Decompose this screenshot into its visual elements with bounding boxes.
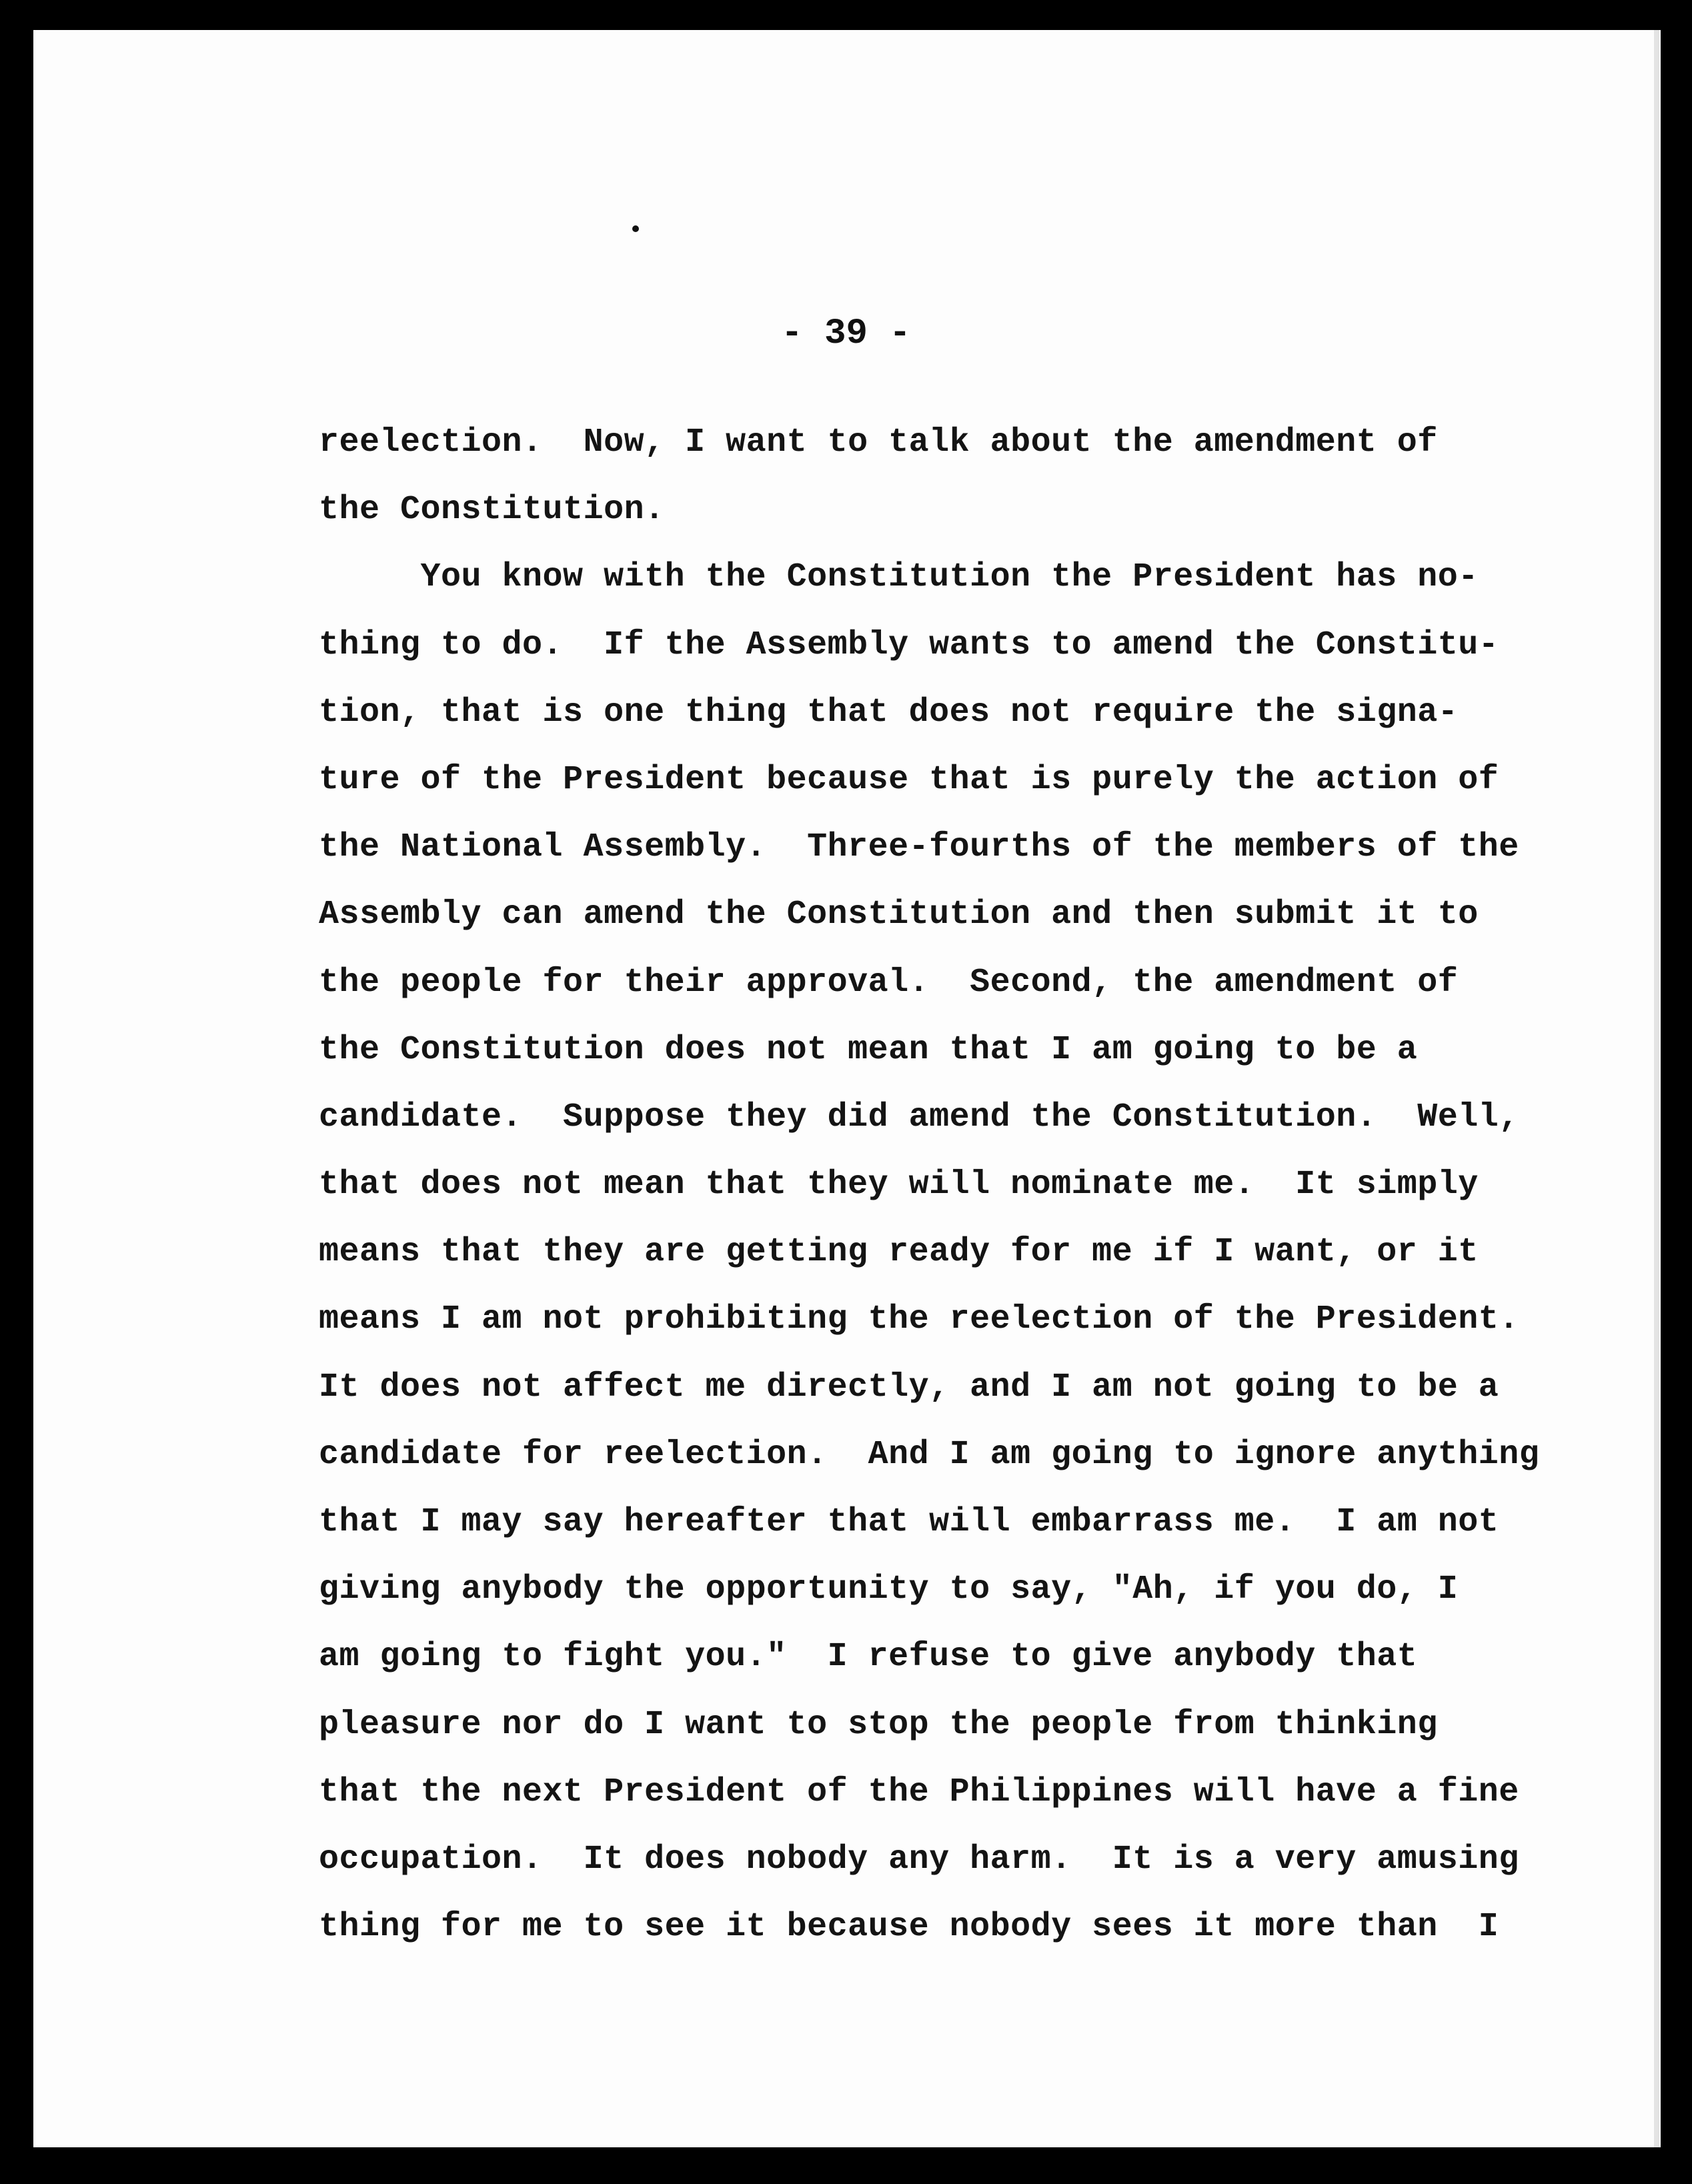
text-line: that I may say hereafter that will embarrass me. I am not	[319, 1503, 1499, 1541]
text-line: Assembly can amend the Constitution and then submit it to	[319, 896, 1479, 934]
text-line: occupation. It does nobody any harm. It is a very amusing	[319, 1840, 1519, 1879]
text-line: candidate. Suppose they did amend the Constitution. Well,	[319, 1098, 1519, 1136]
text-line: thing to do. If the Assembly wants to amend the Constitu-	[319, 626, 1499, 664]
text-line: the people for their approval. Second, the amendment of	[319, 963, 1459, 1002]
text-line: the Constitution.	[319, 491, 665, 529]
text-line: that the next President of the Philippines will have a fine	[319, 1773, 1519, 1811]
text-line: means that they are getting ready for me if I want, or it	[319, 1233, 1479, 1272]
page-number: - 39 -	[781, 313, 911, 354]
ink-speck	[632, 225, 639, 232]
text-line: means I am not prohibiting the reelection of the President.	[319, 1300, 1519, 1339]
text-line: the National Assembly. Three-fourths of the members of the	[319, 828, 1519, 867]
text-line: ture of the President because that is purely the action of	[319, 760, 1499, 799]
text-line: pleasure nor do I want to stop the people from thinking	[319, 1705, 1438, 1744]
text-line: You know with the Constitution the President has no-	[319, 558, 1479, 597]
text-line: thing for me to see it because nobody sees it more than I	[319, 1908, 1499, 1947]
text-line: that does not mean that they will nominate me. It simply	[319, 1166, 1479, 1204]
text-line: It does not affect me directly, and I am not going to be a	[319, 1368, 1499, 1406]
text-line: reelection. Now, I want to talk about the amendment of	[319, 423, 1438, 461]
text-line: am going to fight you." I refuse to give anybody that	[319, 1638, 1418, 1677]
text-line: tion, that is one thing that does not require the signa-	[319, 693, 1459, 732]
text-line: the Constitution does not mean that I am going to be a	[319, 1030, 1418, 1069]
text-line: candidate for reelection. And I am going to ignore anything	[319, 1435, 1540, 1474]
body-text	[319, 421, 1573, 1973]
text-line: giving anybody the opportunity to say, "Ah, if you do, I	[319, 1570, 1459, 1609]
